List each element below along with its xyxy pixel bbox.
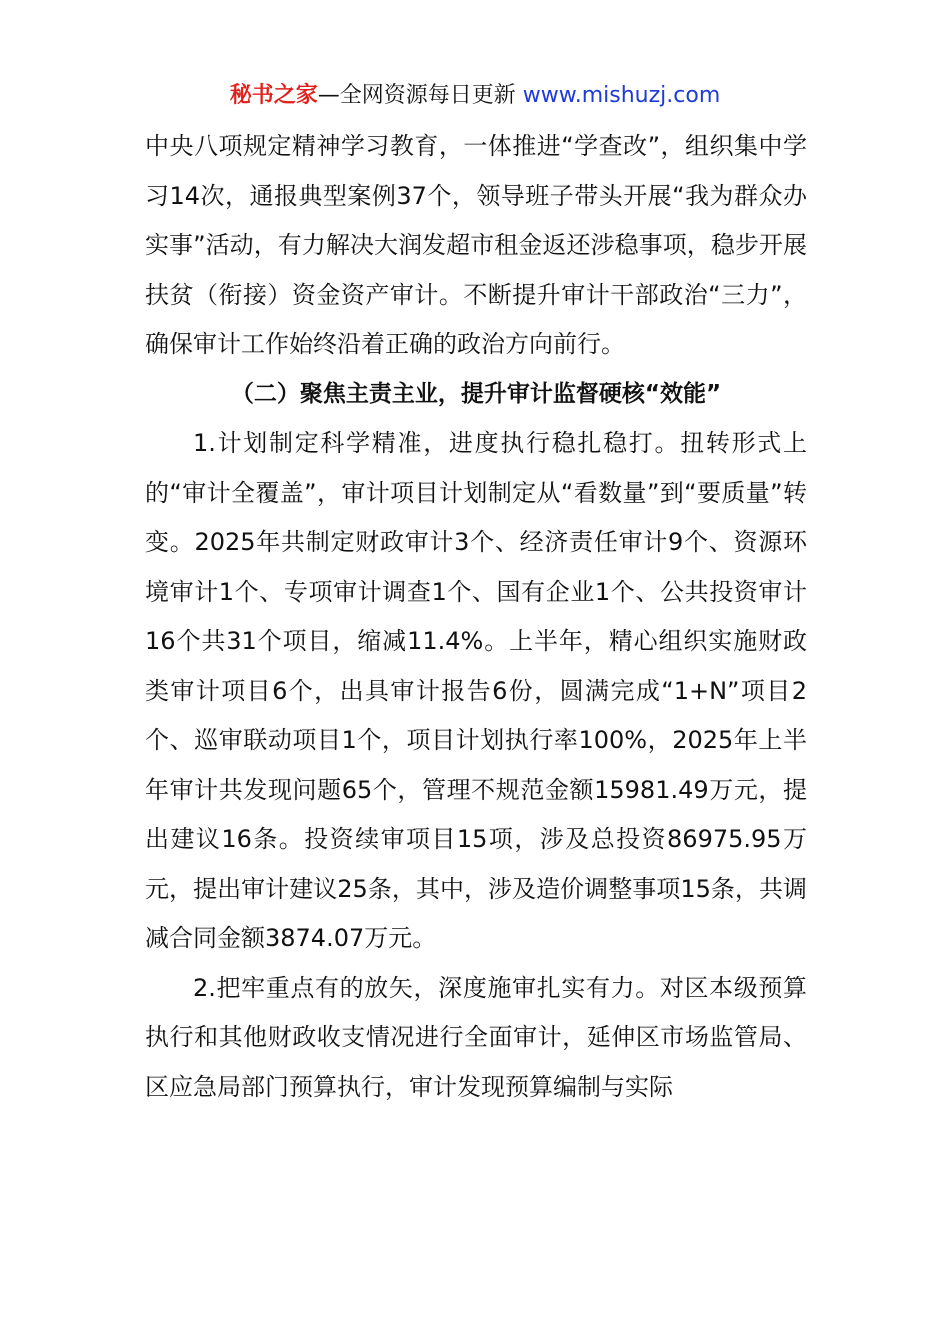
site-url[interactable]: www.mishuzj.com <box>522 83 721 108</box>
paragraph-plan: 1.计划制定科学精准，进度执行稳扎稳打。扭转形式上的“审计全覆盖”，审计项目计划制定从“看数量”到“要质量”转变。2025年共制定财政审计3个、经济责任审计9个、资源环境审计1个、专项审计调查1个、国有企业1个、公共投资审计16个共31个项目，缩减11.4%。上半年，精心组织实施财政类审计项目6个，出具审计报告6份，圆满完成“1+N”项目2个、巡审联动项目1个，项目计划执行率100%，2025年上半年审计共发现问题65个，管理不规范金额15981.49万元，提出建议16条。投资续审项目15项，涉及总投资86975.95万元，提出审计建议25条，其中，涉及造价调整事项15条，共调减合同金额3874.07万元。 <box>145 429 807 952</box>
page-header <box>0 80 950 112</box>
paragraph-continuation: 中央八项规定精神学习教育，一体推进“学查改”，组织集中学习14次，通报典型案例37个，领导班子带头开展“我为群众办实事”活动，有力解决大润发超市租金返还涉稳事项，稳步开展扶贫（衔接）资金资产审计。不断提升审计干部政治“三力”，确保审计工作始终沿着正确的政治方向前行。 <box>145 132 807 358</box>
site-brand: 秘书之家 <box>229 83 318 108</box>
document-body <box>145 122 807 1112</box>
site-slogan: —全网资源每日更新 <box>317 83 516 108</box>
paragraph-focus: 2.把牢重点有的放矢，深度施审扎实有力。对区本级预算执行和其他财政收支情况进行全面审计，延伸区市场监管局、区应急局部门预算执行，审计发现预算编制与实际 <box>145 973 807 1101</box>
section-heading: （二）聚焦主责主业，提升审计监督硬核“效能” <box>230 380 722 407</box>
